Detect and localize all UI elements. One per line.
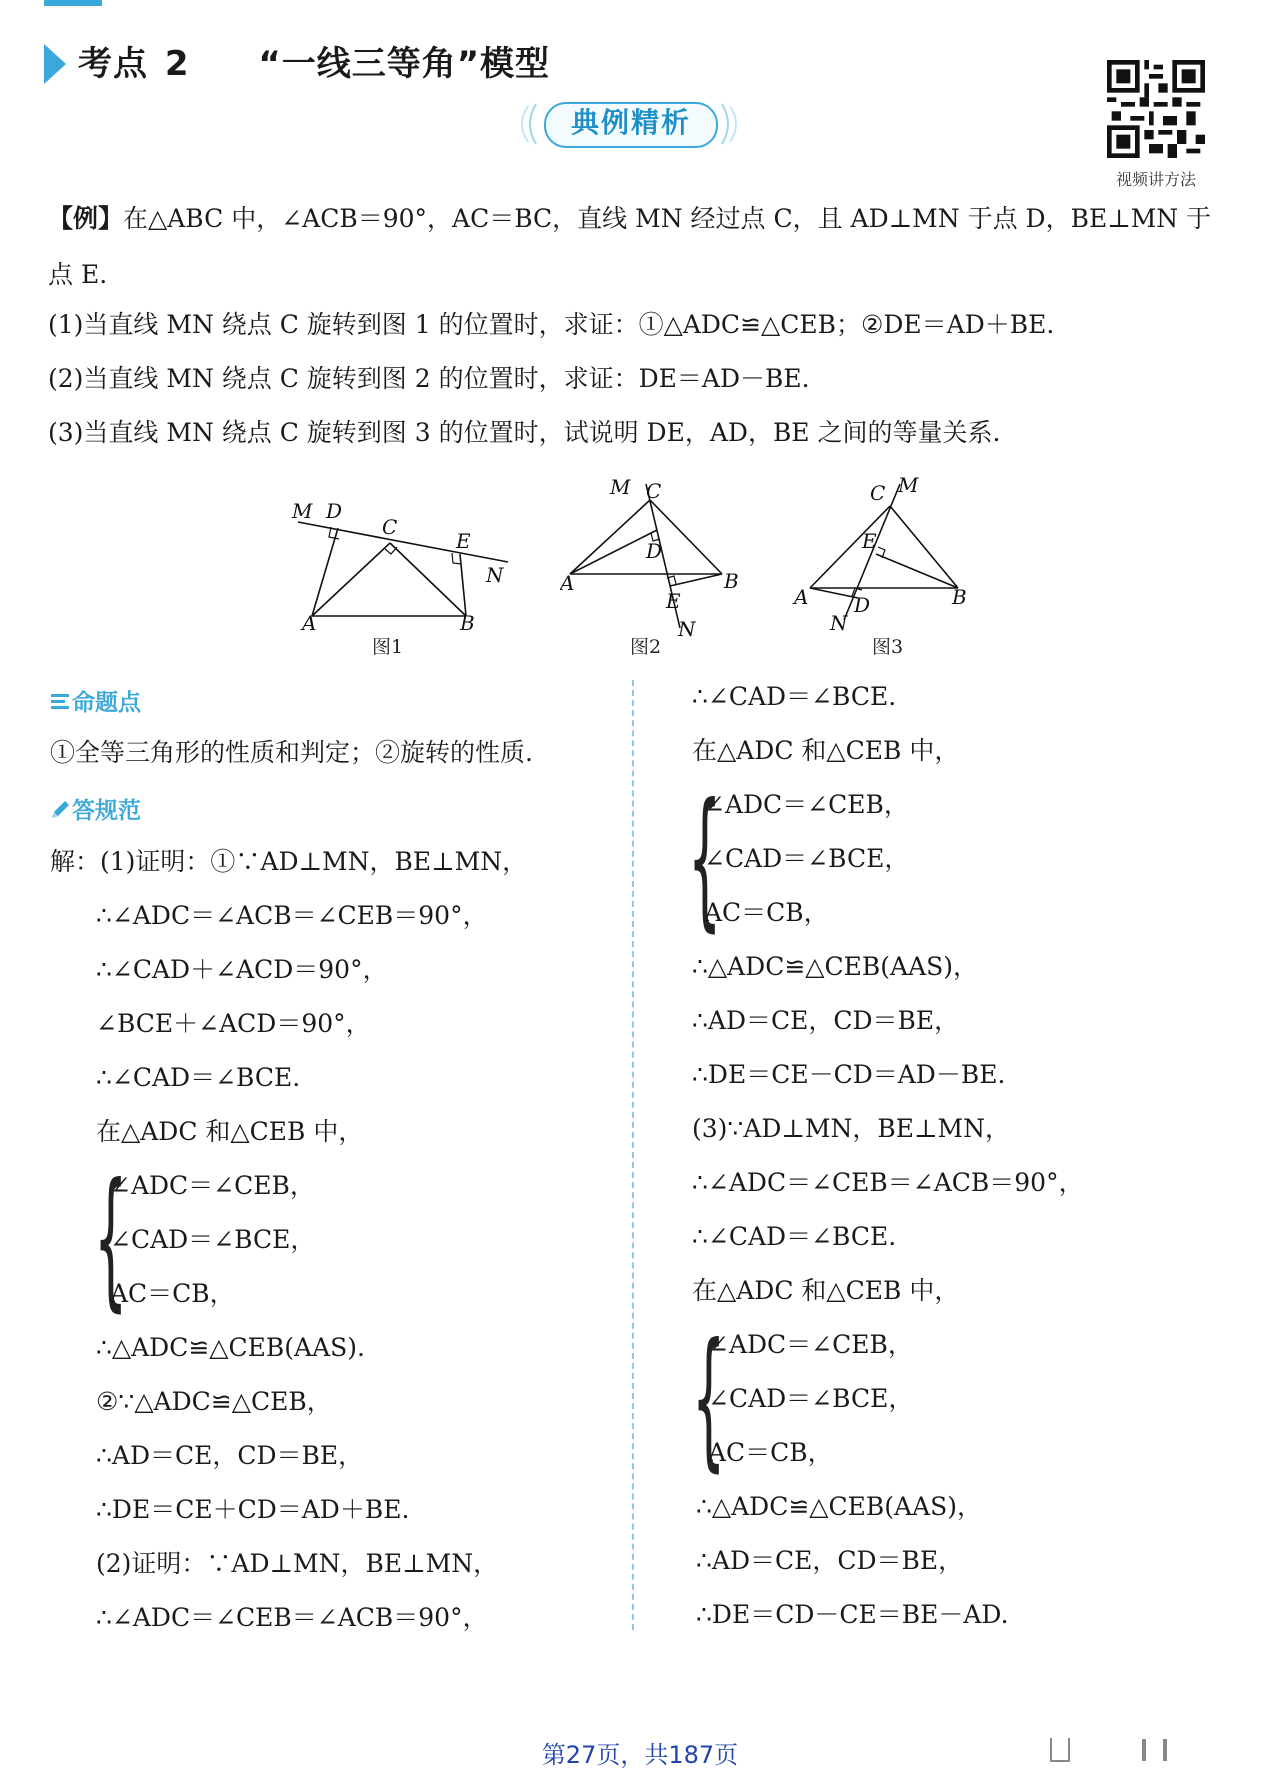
example-banner-label: 典例精析 [570,106,691,139]
sol-right-line: 在△ADC 和△CEB 中， [692,1276,960,1305]
fig1-segment-be [460,554,466,616]
brace-right-1: { [688,772,722,946]
fig3-label-e: E [862,529,877,553]
sol-right-line: ∠CAD＝∠BCE， [704,844,910,873]
sol-left-line: ∴∠ADC＝∠ACB＝∠CEB＝90°， [96,901,488,930]
sol-left-line: 解：(1)证明：①∵AD⊥MN，BE⊥MN， [50,847,528,876]
sol-right-line: ∠ADC＝∠CEB， [704,790,909,819]
fig2-label-e: E [666,589,681,613]
figure-1-caption: 图1 [372,636,404,658]
sol-right-line: ∠ADC＝∠CEB， [708,1330,913,1359]
fig1-label-m: M [292,499,313,523]
fig3-segment-be [876,554,958,588]
question-1: (1)当直线 MN 绕点 C 旋转到图 1 的位置时，求证：①△ADC≌△CEB；②DE＝AD＋BE. [48,310,1055,339]
example-banner [514,98,744,150]
fig2-segment-ad [570,530,657,574]
sol-left-line: (2)证明：∵AD⊥MN，BE⊥MN， [96,1549,499,1578]
fig1-label-c: C [382,515,398,539]
example-statement-text1: 在△ABC 中，∠ACB＝90°，AC＝BC，直线 MN 经过点 C，且 AD⊥MN 于点 D，BE⊥MN 于 [123,204,1212,233]
fig2-label-b: B [724,569,739,593]
sol-left-line: 在△ADC 和△CEB 中， [96,1117,364,1146]
footer-bars-icon[interactable] [1142,1739,1146,1761]
sol-right-line: ∴AD＝CE，CD＝BE， [696,1546,964,1575]
sol-left-line: ∠ADC＝∠CEB， [110,1171,315,1200]
footer-bars-icon-2[interactable] [1163,1739,1167,1761]
page-number: 第27页，共187页 [541,1741,739,1769]
mingti-heading [50,684,141,717]
fig2-label-d: D [646,539,663,563]
fig3-label-m: M [898,473,919,497]
fig2-segment-be [670,574,722,586]
fig2-segment-ac [570,500,650,574]
sol-right-line: ∴△ADC≌△CEB(AAS)， [692,952,979,981]
sol-left-line: ∴∠CAD＋∠ACD＝90°， [96,955,388,984]
qr-code-icon[interactable] [1107,60,1205,158]
example-tag: 【例】 [48,204,124,233]
sol-left-line: ∴∠ADC＝∠CEB＝∠ACB＝90°， [96,1603,488,1632]
kaodian-label: 考点 [78,44,148,84]
sol-left-line: ∠BCE＋∠ACD＝90°， [96,1009,371,1038]
fig1-label-a: A [302,611,317,630]
sol-left-line: ∴AD＝CE，CD＝BE， [96,1441,364,1470]
sol-right-line: 在△ADC 和△CEB 中， [692,736,960,765]
fig1-label-b: B [460,611,475,630]
mingti-icon [50,692,72,712]
fig2-label-n: N [678,617,696,640]
fig1-segment-ac [312,543,390,616]
sol-right-line: (3)∵AD⊥MN，BE⊥MN， [692,1114,1011,1143]
sol-left-line: ∴DE＝CE＋CD＝AD＋BE. [96,1495,410,1524]
sol-right-line: ∴△ADC≌△CEB(AAS)， [696,1492,983,1521]
fig3-label-b: B [952,585,967,609]
question-3: (3)当直线 MN 绕点 C 旋转到图 3 的位置时，试说明 DE，AD，BE 之间的等量关系. [48,418,1001,447]
sol-right-line: ∴∠ADC＝∠CEB＝∠ACB＝90°， [692,1168,1084,1197]
mingti-heading-text: 命题点 [72,690,141,716]
kaodian-number: 2 [164,44,190,84]
brace-right-2: { [692,1312,726,1486]
fig3-segment-ad [810,588,858,598]
sol-right-line: ∴∠CAD＝∠BCE. [692,1222,897,1251]
footer-panel-icon[interactable] [1050,1738,1070,1762]
column-divider [632,680,634,1630]
fig2-label-c: C [646,479,662,503]
sol-left-line: ∠CAD＝∠BCE， [110,1225,316,1254]
question-2: (2)当直线 MN 绕点 C 旋转到图 2 的位置时，求证：DE＝AD－BE. [48,364,810,393]
sol-right-line: ∴DE＝CD－CE＝BE－AD. [696,1600,1009,1629]
example-statement-line2: 点 E. [48,260,108,289]
fig1-segment-bc [390,543,466,616]
section-title-text: “一线三等角”模型 [258,44,551,84]
dagui-heading-text: 答规范 [72,798,141,824]
sol-right-line: ∴DE＝CE－CD＝AD－BE. [692,1060,1006,1089]
mingti-text: ①全等三角形的性质和判定；②旋转的性质. [50,738,533,767]
fig3-segment-bc [890,506,958,588]
top-accent-bar [0,0,1280,12]
figure-3-caption: 图3 [872,636,904,658]
fig3-label-d: D [854,593,871,617]
sol-right-line: ∴∠CAD＝∠BCE. [692,682,897,711]
footer-toolbar[interactable] [1050,1735,1167,1763]
figure-2-caption: 图2 [630,636,662,658]
header-arrow-icon [44,44,66,84]
figure-3 [790,470,990,640]
fig3-label-c: C [870,481,886,505]
dagui-heading [50,792,141,825]
fig3-label-n: N [830,611,848,635]
fig3-label-a: A [794,585,809,609]
sol-left-line: ∴△ADC≌△CEB(AAS). [96,1333,365,1362]
brace-left: { [94,1152,128,1326]
figure-2 [560,470,760,640]
fig2-label-m: M [610,475,631,499]
sol-right-line: ∴AD＝CE，CD＝BE， [692,1006,960,1035]
section-header [78,36,550,85]
example-statement-line1 [48,202,1211,236]
sol-right-line: ∠CAD＝∠BCE， [708,1384,914,1413]
fig1-label-e: E [456,529,471,553]
sol-right-line: AC＝CB， [708,1438,833,1467]
sol-right-line: AC＝CB， [704,898,829,927]
sol-left-line: ∴∠CAD＝∠BCE. [96,1063,301,1092]
pencil-icon [50,800,72,820]
figure-1 [290,490,520,630]
sol-left-line: AC＝CB， [110,1279,235,1308]
sol-left-line: ②∵△ADC≌△CEB， [96,1387,332,1416]
fig1-label-d: D [326,499,343,523]
qr-caption: 视频讲方法 [1115,170,1196,189]
fig1-label-n: N [486,563,504,587]
fig2-label-a: A [560,571,575,595]
